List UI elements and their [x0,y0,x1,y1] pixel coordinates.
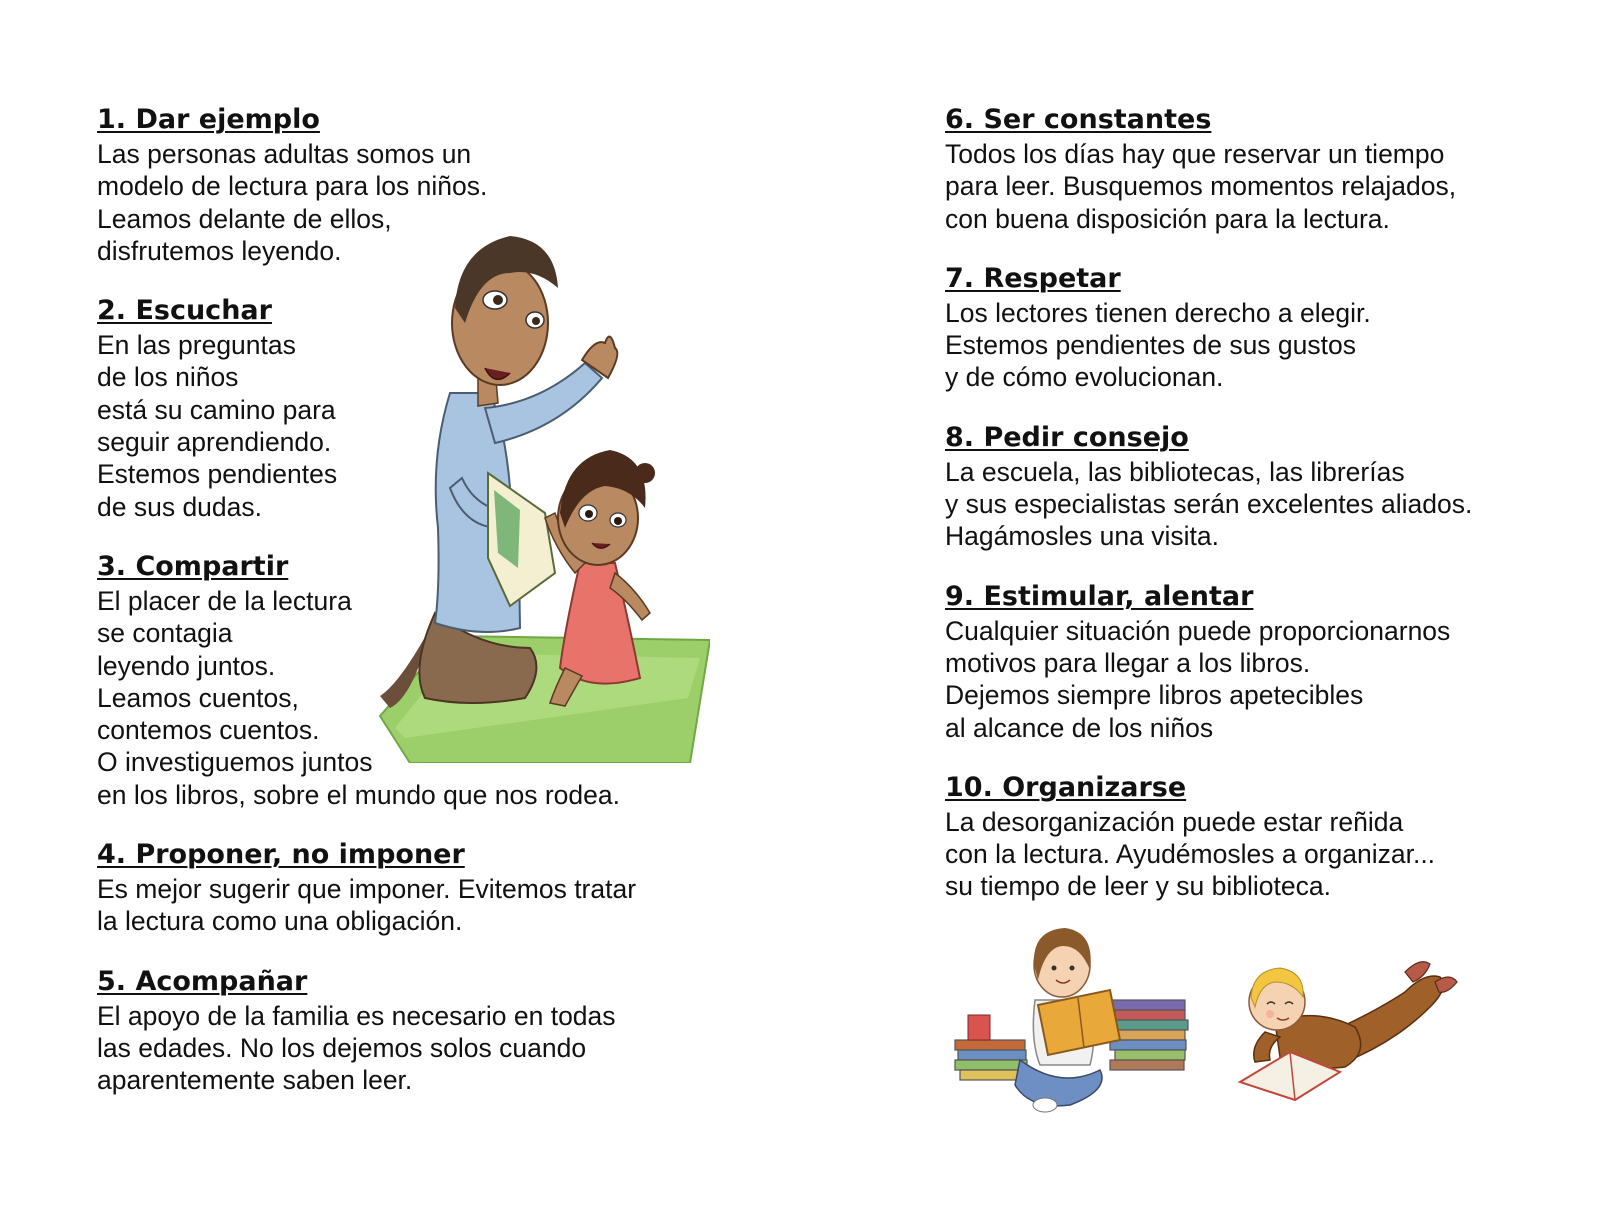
tip-heading: 6. Ser constantes [945,104,1212,135]
tip-text-line: Las personas adultas somos un [97,139,472,169]
tip-text-line: su tiempo de leer y su biblioteca. [945,871,1331,902]
tip-heading: 1. Dar ejemplo [97,104,320,135]
tip-text-line: está su camino para [97,394,336,425]
tip-text-line: disfrutemos leyendo. [97,235,342,266]
tip-heading: 4. Proponer, no imponer [97,839,465,871]
tip-heading: 7. Respetar [945,262,1121,294]
tip-text-line: Todos los días hay que reservar un tiempo [945,139,1445,169]
tip-section [945,263,1565,394]
tip-text-line: O investiguemos juntos [97,747,373,778]
tip-section [945,772,1565,903]
tip-heading: 5. Acompañar [97,965,308,997]
tip-text-line: Leamos cuentos, [97,682,299,713]
tip-text-line: En las preguntas [97,330,296,361]
boy-lying-reading-illustration [1235,952,1460,1102]
tip-text-line: con la lectura. Ayudémosles a organizar... [945,839,1436,870]
tip-text-line: El apoyo de la familia es necesario en todas [97,1000,616,1031]
tip-text-line: Cualquier situación puede proporcionarnos [945,615,1451,646]
tip-text-line: y de cómo evolucionan. [945,362,1224,393]
tip-text-line: El placer de la lectura [97,585,352,616]
tip-heading: 10. Organizarse [945,771,1187,803]
tip-text-line: la lectura como una obligación. [97,906,463,937]
tip-text-line: para leer. Busquemos momentos relajados, [945,171,1457,202]
tip-text-line: leyendo juntos. [97,650,276,681]
tip-text-line: Estemos pendientes de sus gustos [945,330,1356,361]
girl-reading-on-books-illustration [950,920,1200,1115]
tip-text-line: y sus especialistas serán excelentes aliados. [945,489,1473,520]
right-column [945,104,1565,931]
tip-text-line: Hagámosles una visita. [945,521,1219,552]
tip-section [945,422,1565,553]
tip-text-line: seguir aprendiendo. [97,427,332,458]
tip-text-line: se contagia [97,618,233,649]
tip-text-line: de sus dudas. [97,491,263,522]
tip-text-line: Estemos pendientes [97,459,338,490]
tip-text-line: Dejemos siempre libros apetecibles [945,680,1364,711]
tip-section [945,104,1565,235]
tip-heading: 3. Compartir [97,550,289,582]
tip-text-line: al alcance de los niños [945,712,1214,743]
tip-text-line: modelo de lectura para los niños. [97,171,488,202]
father-daughter-reading-illustration [370,228,710,763]
tip-text-line: las edades. No los dejemos solos cuando [97,1032,587,1063]
tip-heading: 8. Pedir consejo [945,421,1189,453]
tip-text-line: Es mejor sugerir que imponer. Evitemos tratar [97,874,637,905]
tip-section [97,966,817,1097]
tip-text-line: con buena disposición para la lectura. [945,203,1390,234]
tip-text-line: de los niños [97,362,239,393]
tip-text-line: aparentemente saben leer. [97,1065,413,1096]
tip-text-line: motivos para llegar a los libros. [945,647,1311,678]
tip-text-line: La escuela, las bibliotecas, las librerías [945,456,1405,487]
tip-section [97,839,817,938]
tip-text-line: Los lectores tienen derecho a elegir. [945,297,1371,328]
tip-heading: 9. Estimular, alentar [945,580,1254,612]
tip-text-line: La desorganización puede estar reñida [945,806,1404,837]
tip-heading: 2. Escuchar [97,295,272,327]
tip-text-line: Leamos delante de ellos, [97,203,392,234]
tip-text-line: en los libros, sobre el mundo que nos rodea. [97,779,620,810]
tip-text-line: contemos cuentos. [97,715,320,746]
tip-section [945,581,1565,744]
